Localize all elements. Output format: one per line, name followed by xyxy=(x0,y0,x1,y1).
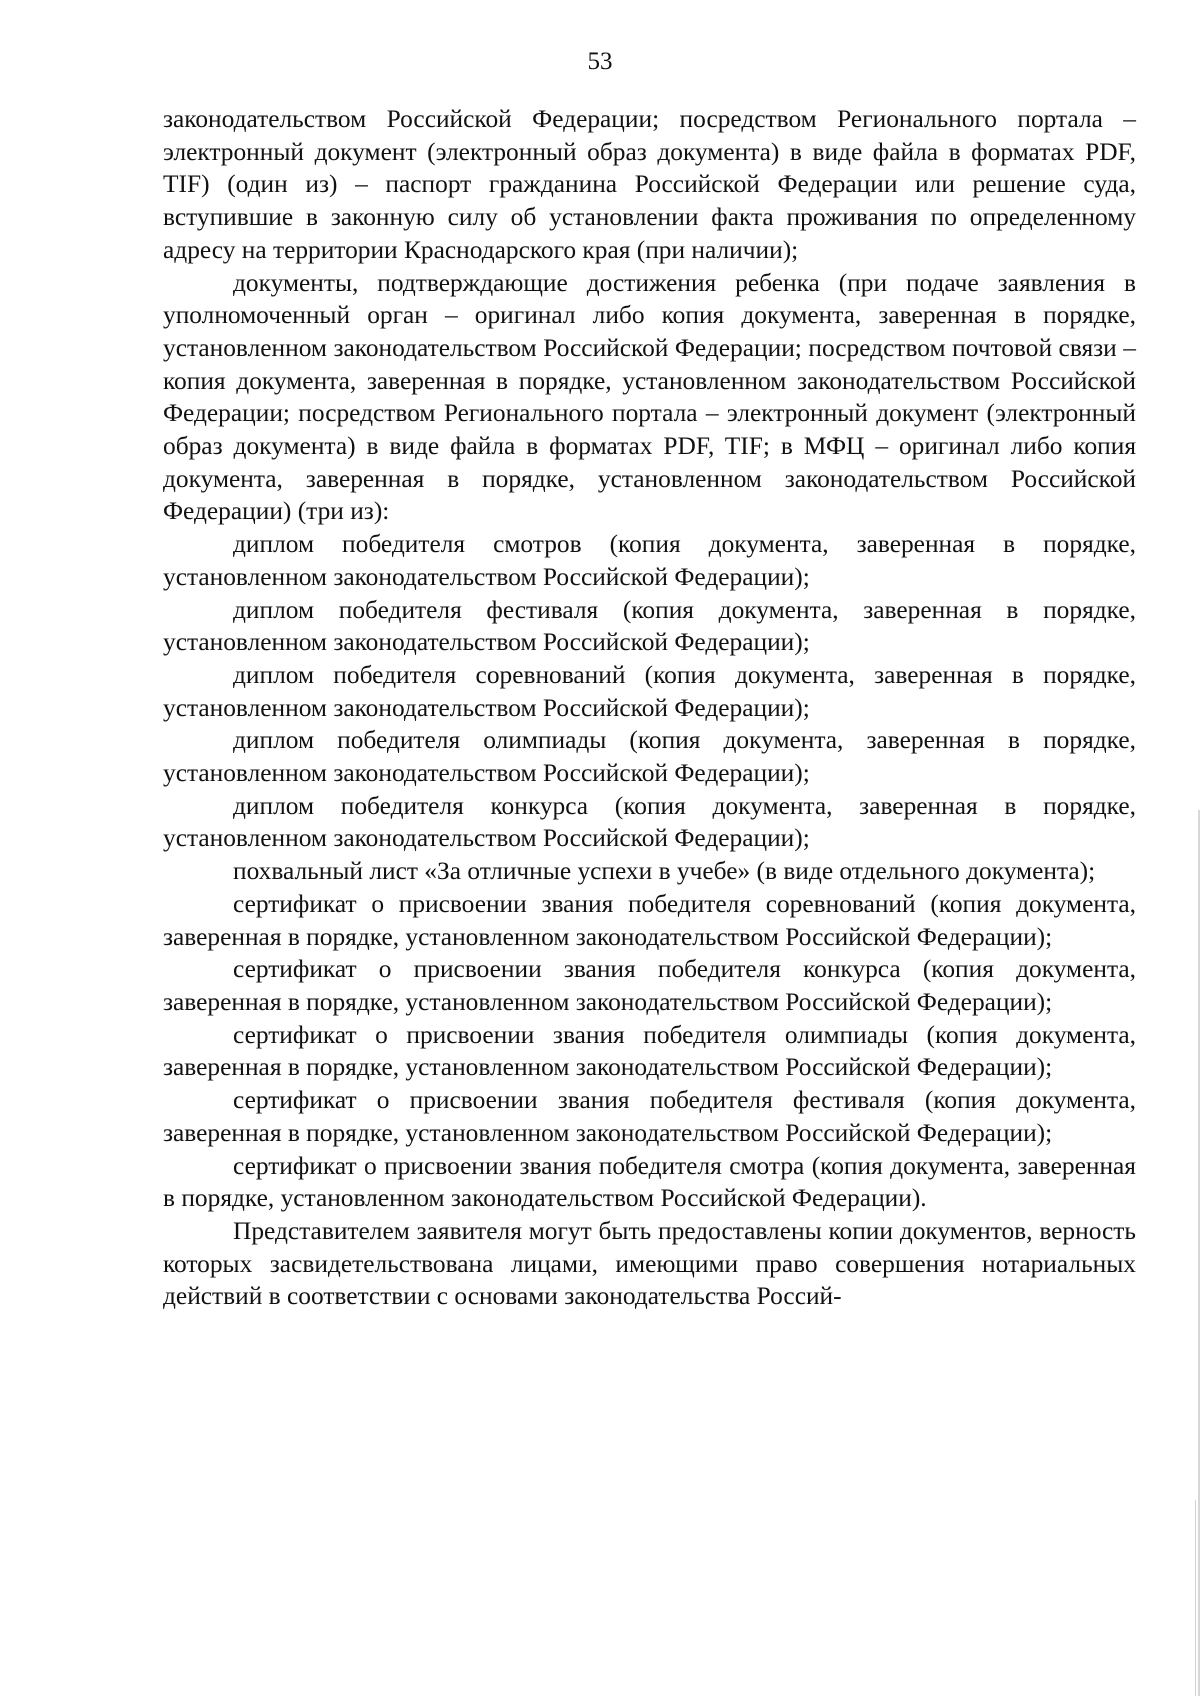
list-item: сертификат о присвоении звания победителя конкурса (копия документа, заверенная в порядке, установленном законодательством Российской Федерации); xyxy=(163,955,1136,1016)
list-item: сертификат о присвоении звания победителя фестиваля (копия документа, заверенная в порядке, установленном законодательством Российской Федерации); xyxy=(163,1086,1136,1147)
document-body xyxy=(163,103,1136,1313)
paragraph: Представителем заявителя могут быть предоставлены копии документов, верность которых засвидетельствована лицами, имеющими право совершения нотариальных действий в соответствии с основами законодательства Россий- xyxy=(163,1216,1136,1311)
list-item: похвальный лист «За отличные успехи в учебе» (в виде отдельного документа); xyxy=(233,857,1096,886)
list-item: сертификат о присвоении звания победителя смотра (копия документа, заверенная в порядке, установленном законодательством Российской Федерации). xyxy=(163,1151,1136,1213)
scan-edge-line xyxy=(1195,1500,1196,1696)
list-item: диплом победителя фестиваля (копия документа, заверенная в порядке, установленном законодательством Российской Федерации); xyxy=(163,595,1136,657)
paragraph: законодательством Российской Федерации; посредством Регионального портала – электронный документ (электронный образ документа) в виде файла в форматах PDF, TIF) (один из) – паспорт гражданина Российской Федерации или решение суда, вступившие в законную силу об установлении факта проживания по определенному адресу на территории Краснодарского края (при наличии); xyxy=(163,105,1136,264)
list-item: диплом победителя смотров (копия документа, заверенная в порядке, установленном законодательством Российской Федерации); xyxy=(163,530,1136,591)
list-item: сертификат о присвоении звания победителя олимпиады (копия документа, заверенная в порядке, установленном законодательством Российской Федерации); xyxy=(163,1020,1136,1082)
paragraph: документы, подтверждающие достижения ребенка (при подаче заявления в уполномоченный орган – оригинал либо копия документа, заверенная в порядке, установленном законодательством Российской Федерации; посредством почтовой связи – копия документа, заверенная в порядке, установленном законодательством Российской Федерации; посредством Регионального портала – электронный документ (электронный образ документа) в виде файла в форматах PDF, TIF; в МФЦ – оригинал либо копия документа, заверенная в порядке, установленном законодательством Российской Федерации) (три из): xyxy=(163,268,1136,526)
list-item: диплом победителя соревнований (копия документа, заверенная в порядке, установленном законодательством Российской Федерации); xyxy=(163,660,1136,722)
list-item: диплом победителя конкурса (копия документа, заверенная в порядке, установленном законодательством Российской Федерации); xyxy=(163,791,1136,853)
list-item: диплом победителя олимпиады (копия документа, заверенная в порядке, установленном законодательством Российской Федерации); xyxy=(163,726,1136,788)
page-number: 53 xyxy=(587,48,613,75)
list-item: сертификат о присвоении звания победителя соревнований (копия документа, заверенная в порядке, установленном законодательством Российской Федерации); xyxy=(163,889,1136,951)
